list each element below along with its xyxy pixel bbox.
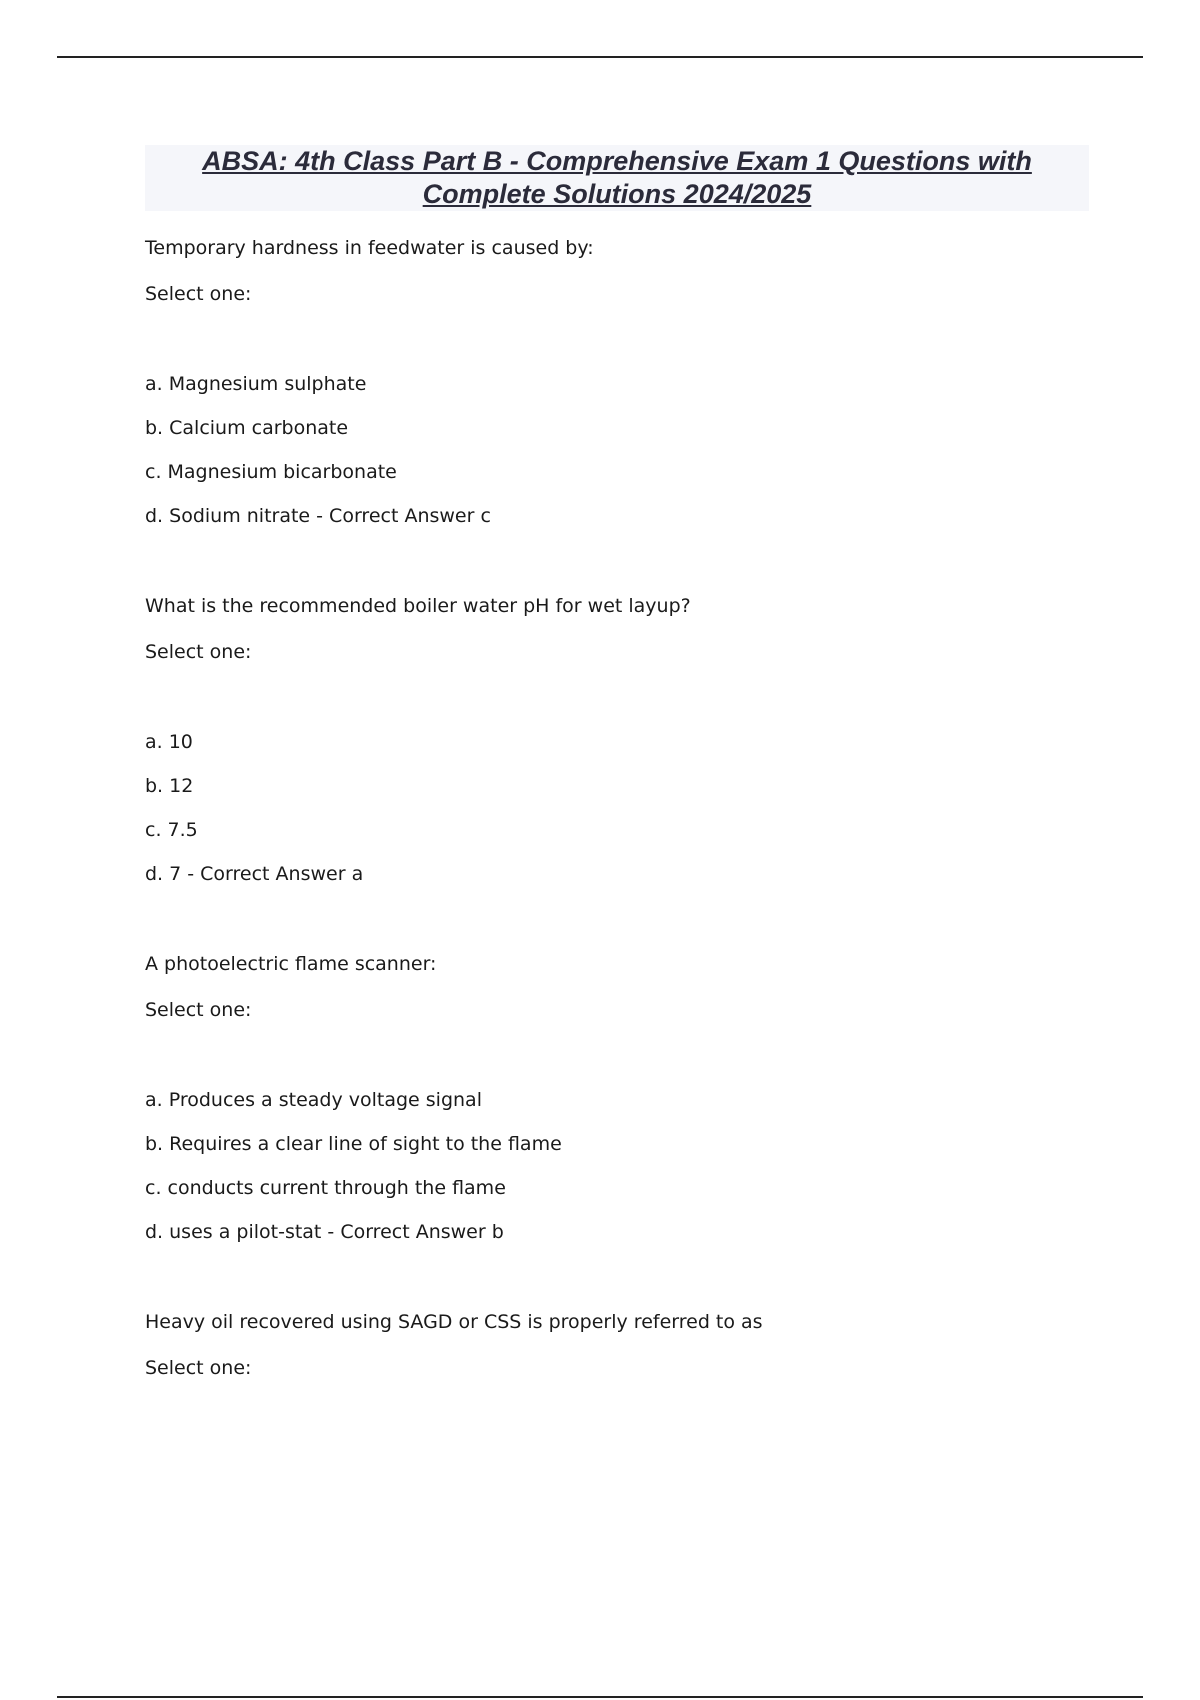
question-4: [145, 1310, 1105, 1380]
answer-option: b. Requires a clear line of sight to the flame: [145, 1133, 562, 1155]
header-rule: [57, 56, 1143, 58]
select-one-label: Select one:: [145, 1357, 252, 1379]
document-body: [145, 236, 1105, 1446]
answer-option: b. 12: [145, 775, 194, 797]
select-one-label: Select one:: [145, 641, 252, 663]
answer-option: d. 7 - Correct Answer a: [145, 863, 364, 885]
footer-rule: [57, 1696, 1143, 1698]
answer-option: b. Calcium carbonate: [145, 417, 349, 439]
question-1: [145, 236, 1105, 528]
question-text: What is the recommended boiler water pH for wet layup?: [145, 595, 691, 617]
question-text: Heavy oil recovered using SAGD or CSS is properly referred to as: [145, 1311, 763, 1333]
document-title: [145, 145, 1089, 211]
question-text: A photoelectric flame scanner:: [145, 953, 437, 975]
answer-option: d. Sodium nitrate - Correct Answer c: [145, 505, 491, 527]
answer-option: d. uses a pilot-stat - Correct Answer b: [145, 1221, 504, 1243]
answer-option: c. Magnesium bicarbonate: [145, 461, 397, 483]
select-one-label: Select one:: [145, 999, 252, 1021]
answer-option: a. 10: [145, 731, 193, 753]
answer-option: a. Produces a steady voltage signal: [145, 1089, 482, 1111]
answer-option: c. 7.5: [145, 819, 198, 841]
title-line-2: Complete Solutions 2024/2025: [422, 179, 812, 209]
title-line-1: ABSA: 4th Class Part B - Comprehensive Exam 1 Questions with: [202, 146, 1032, 176]
question-text: Temporary hardness in feedwater is caused by:: [145, 237, 594, 259]
select-one-label: Select one:: [145, 283, 252, 305]
question-2: [145, 594, 1105, 886]
question-3: [145, 952, 1105, 1244]
answer-option: c. conducts current through the flame: [145, 1177, 506, 1199]
answer-option: a. Magnesium sulphate: [145, 373, 367, 395]
